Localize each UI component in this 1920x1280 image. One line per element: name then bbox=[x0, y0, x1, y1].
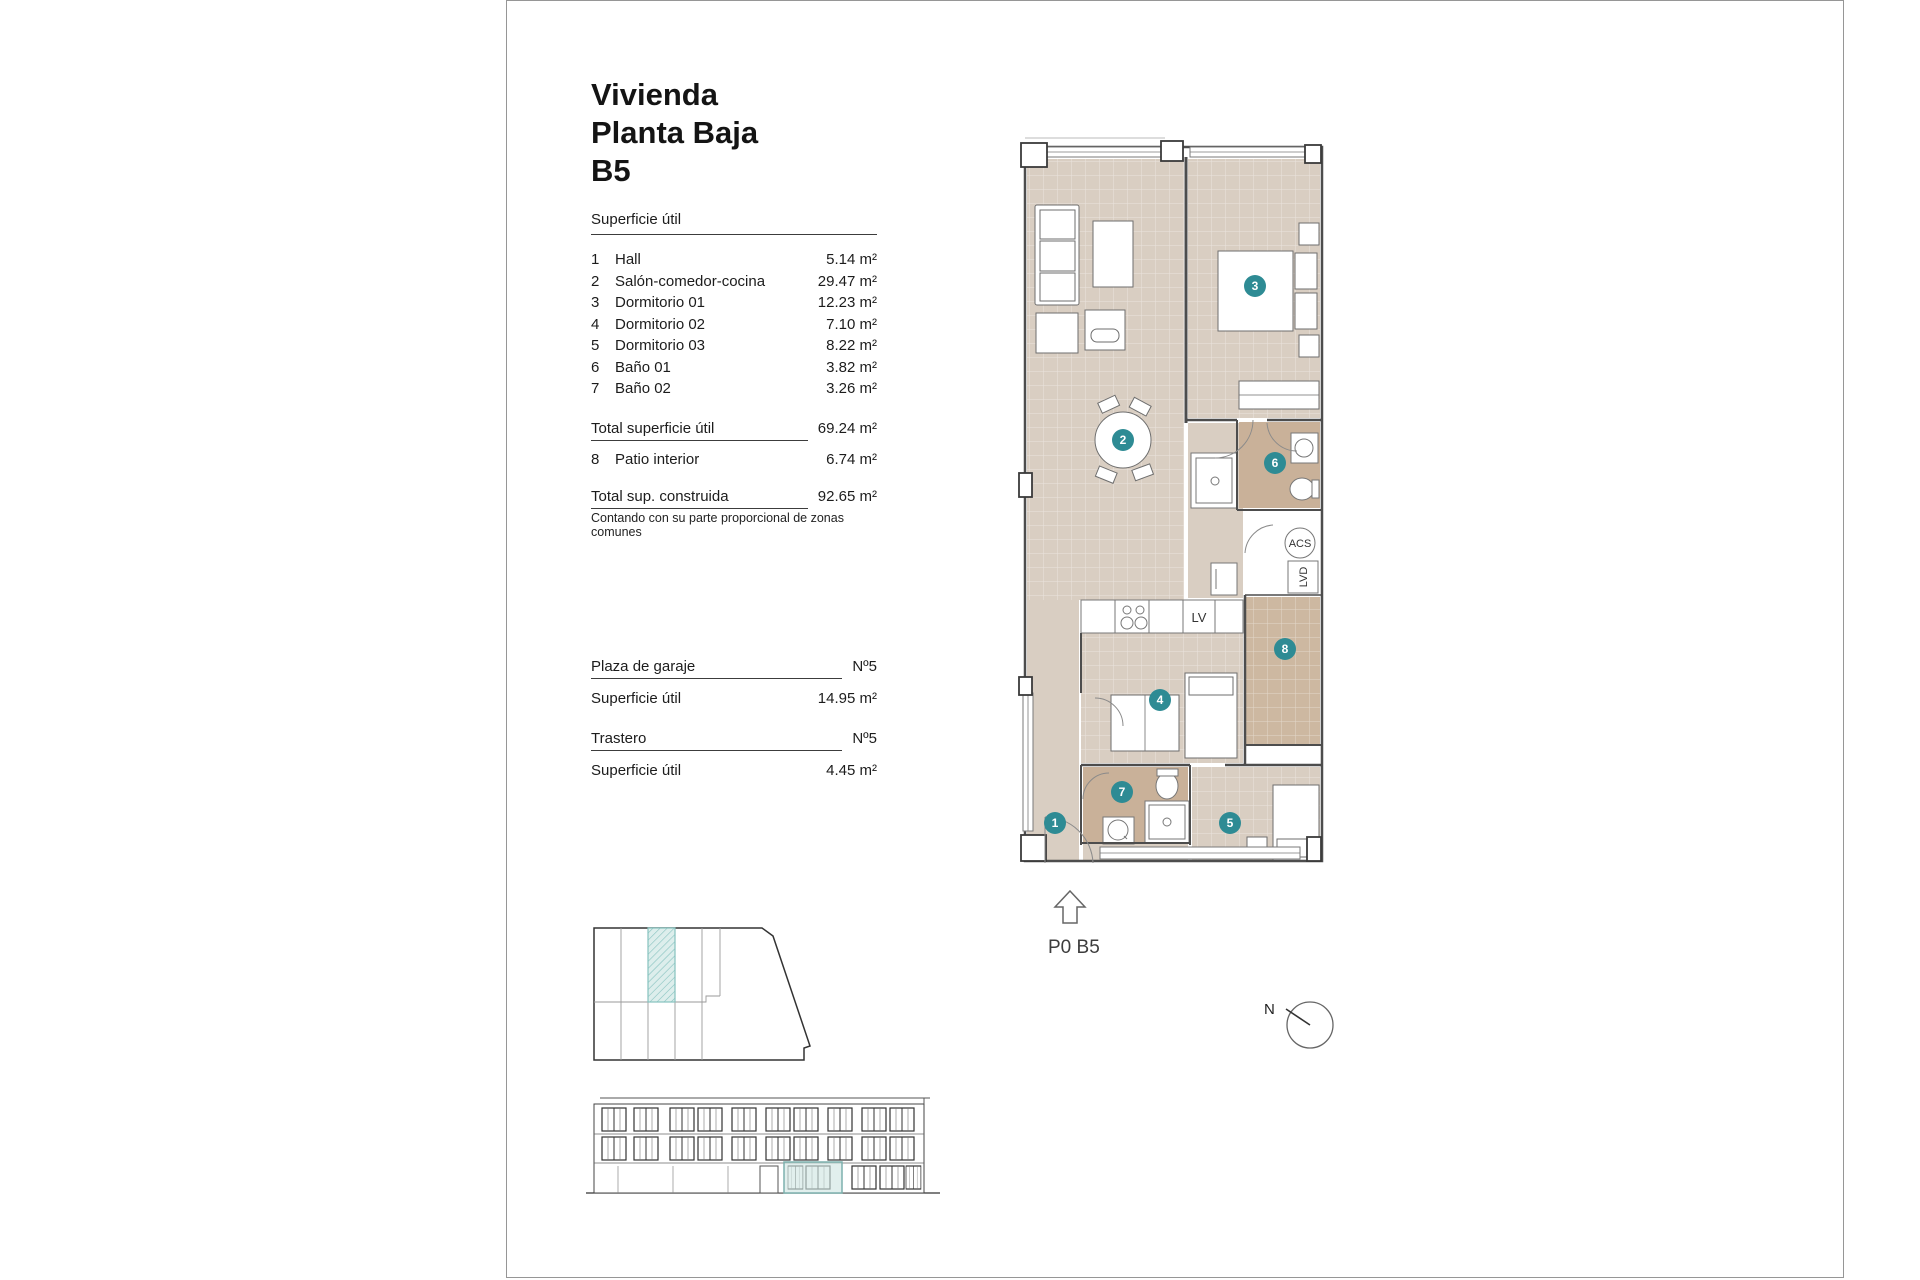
table-row bbox=[591, 380, 877, 402]
storage-label: Trastero bbox=[591, 730, 842, 751]
entry-arrow-icon bbox=[1055, 891, 1085, 923]
row-number: 5 bbox=[591, 337, 600, 354]
table-row bbox=[591, 251, 877, 273]
row-value: 3.26 m² bbox=[826, 380, 877, 397]
room-marker-2 bbox=[1112, 429, 1134, 451]
room-marker-6 bbox=[1264, 452, 1286, 474]
row-number: 4 bbox=[591, 315, 600, 333]
row-number: 1 bbox=[591, 251, 600, 268]
storage-surface-label: Superficie útil bbox=[591, 762, 682, 779]
room-marker-3 bbox=[1244, 275, 1266, 297]
row-value: 3.82 m² bbox=[826, 358, 877, 376]
table-row bbox=[591, 337, 877, 359]
room-marker-1 bbox=[1044, 812, 1066, 834]
utility-area bbox=[1285, 528, 1318, 593]
building-elevation bbox=[578, 1082, 948, 1207]
site-plan bbox=[588, 922, 818, 1072]
storage-surface-value: 4.45 m² bbox=[826, 762, 877, 779]
row-value: 6.74 m² bbox=[826, 451, 877, 468]
row-value: 5.14 m² bbox=[826, 251, 877, 268]
patio-row bbox=[591, 451, 877, 468]
svg-text:5: 5 bbox=[1226, 816, 1234, 830]
elevation-unit-highlight bbox=[784, 1162, 842, 1193]
page-title bbox=[591, 76, 758, 190]
title-line-1: Vivienda bbox=[591, 77, 718, 112]
row-label: Salón-comedor-cocina bbox=[615, 272, 766, 290]
row-label: Baño 01 bbox=[615, 358, 671, 376]
svg-text:4: 4 bbox=[1156, 693, 1164, 707]
svg-text:3: 3 bbox=[1251, 279, 1259, 293]
room-marker-4 bbox=[1149, 689, 1171, 711]
row-label: Dormitorio 01 bbox=[615, 294, 706, 311]
title-line-3: B5 bbox=[591, 153, 631, 188]
lvd-label: LVD bbox=[1298, 566, 1310, 588]
north-compass bbox=[1240, 980, 1360, 1070]
svg-text:8: 8 bbox=[1281, 642, 1289, 656]
lv-label: LV bbox=[1191, 610, 1207, 625]
garage-surface-label: Superficie útil bbox=[591, 690, 682, 707]
total-construida-value: 92.65 m² bbox=[817, 488, 877, 505]
svg-text:6: 6 bbox=[1271, 456, 1279, 470]
garage-surface-row bbox=[591, 690, 877, 707]
row-label: Dormitorio 02 bbox=[615, 315, 706, 333]
row-value: 8.22 m² bbox=[826, 337, 877, 354]
room-marker-8 bbox=[1274, 638, 1296, 660]
total-construida-row bbox=[591, 488, 877, 509]
garage-label: Plaza de garaje bbox=[591, 658, 842, 679]
row-number: 6 bbox=[591, 358, 600, 376]
row-value: 29.47 m² bbox=[817, 272, 877, 290]
north-label: N bbox=[1264, 1001, 1275, 1018]
row-label: Dormitorio 03 bbox=[615, 337, 706, 354]
surface-table-rows bbox=[591, 251, 877, 402]
row-number: 7 bbox=[591, 380, 600, 397]
row-number: 2 bbox=[591, 272, 600, 290]
plan-caption: P0 B5 bbox=[1048, 937, 1100, 958]
common-zones-note: Contando con su parte proporcional de zonas comunes bbox=[591, 511, 844, 539]
total-construida-label: Total sup. construida bbox=[591, 488, 808, 509]
garage-surface-value: 14.95 m² bbox=[817, 690, 877, 707]
floor-plan bbox=[1015, 133, 1325, 963]
surface-table bbox=[591, 211, 877, 402]
table-row bbox=[591, 294, 877, 316]
title-line-2: Planta Baja bbox=[591, 115, 759, 150]
garage-row bbox=[591, 658, 877, 679]
table-row bbox=[591, 273, 877, 295]
room-marker-5 bbox=[1219, 812, 1241, 834]
svg-text:2: 2 bbox=[1119, 433, 1127, 447]
row-label: Patio interior bbox=[615, 451, 700, 468]
total-util-row bbox=[591, 420, 877, 441]
table-row bbox=[591, 359, 877, 381]
garage-value: Nº5 bbox=[852, 658, 877, 675]
storage-surface-row bbox=[591, 762, 877, 779]
row-label: Hall bbox=[615, 251, 641, 268]
surface-table-header: Superficie útil bbox=[591, 211, 877, 235]
total-util-value: 69.24 m² bbox=[817, 420, 877, 437]
total-util-label: Total superficie útil bbox=[591, 420, 808, 441]
room-marker-7 bbox=[1111, 781, 1133, 803]
row-value: 12.23 m² bbox=[817, 294, 877, 311]
site-unit-highlight bbox=[648, 928, 675, 1002]
svg-text:1: 1 bbox=[1051, 816, 1059, 830]
acs-label: ACS bbox=[1288, 538, 1312, 550]
storage-row bbox=[591, 730, 877, 751]
table-row bbox=[591, 316, 877, 338]
row-value: 7.10 m² bbox=[826, 315, 877, 333]
svg-text:7: 7 bbox=[1118, 785, 1126, 799]
row-label: Baño 02 bbox=[615, 380, 671, 397]
row-number: 8 bbox=[591, 451, 600, 468]
row-number: 3 bbox=[591, 294, 600, 311]
storage-value: Nº5 bbox=[852, 730, 877, 747]
